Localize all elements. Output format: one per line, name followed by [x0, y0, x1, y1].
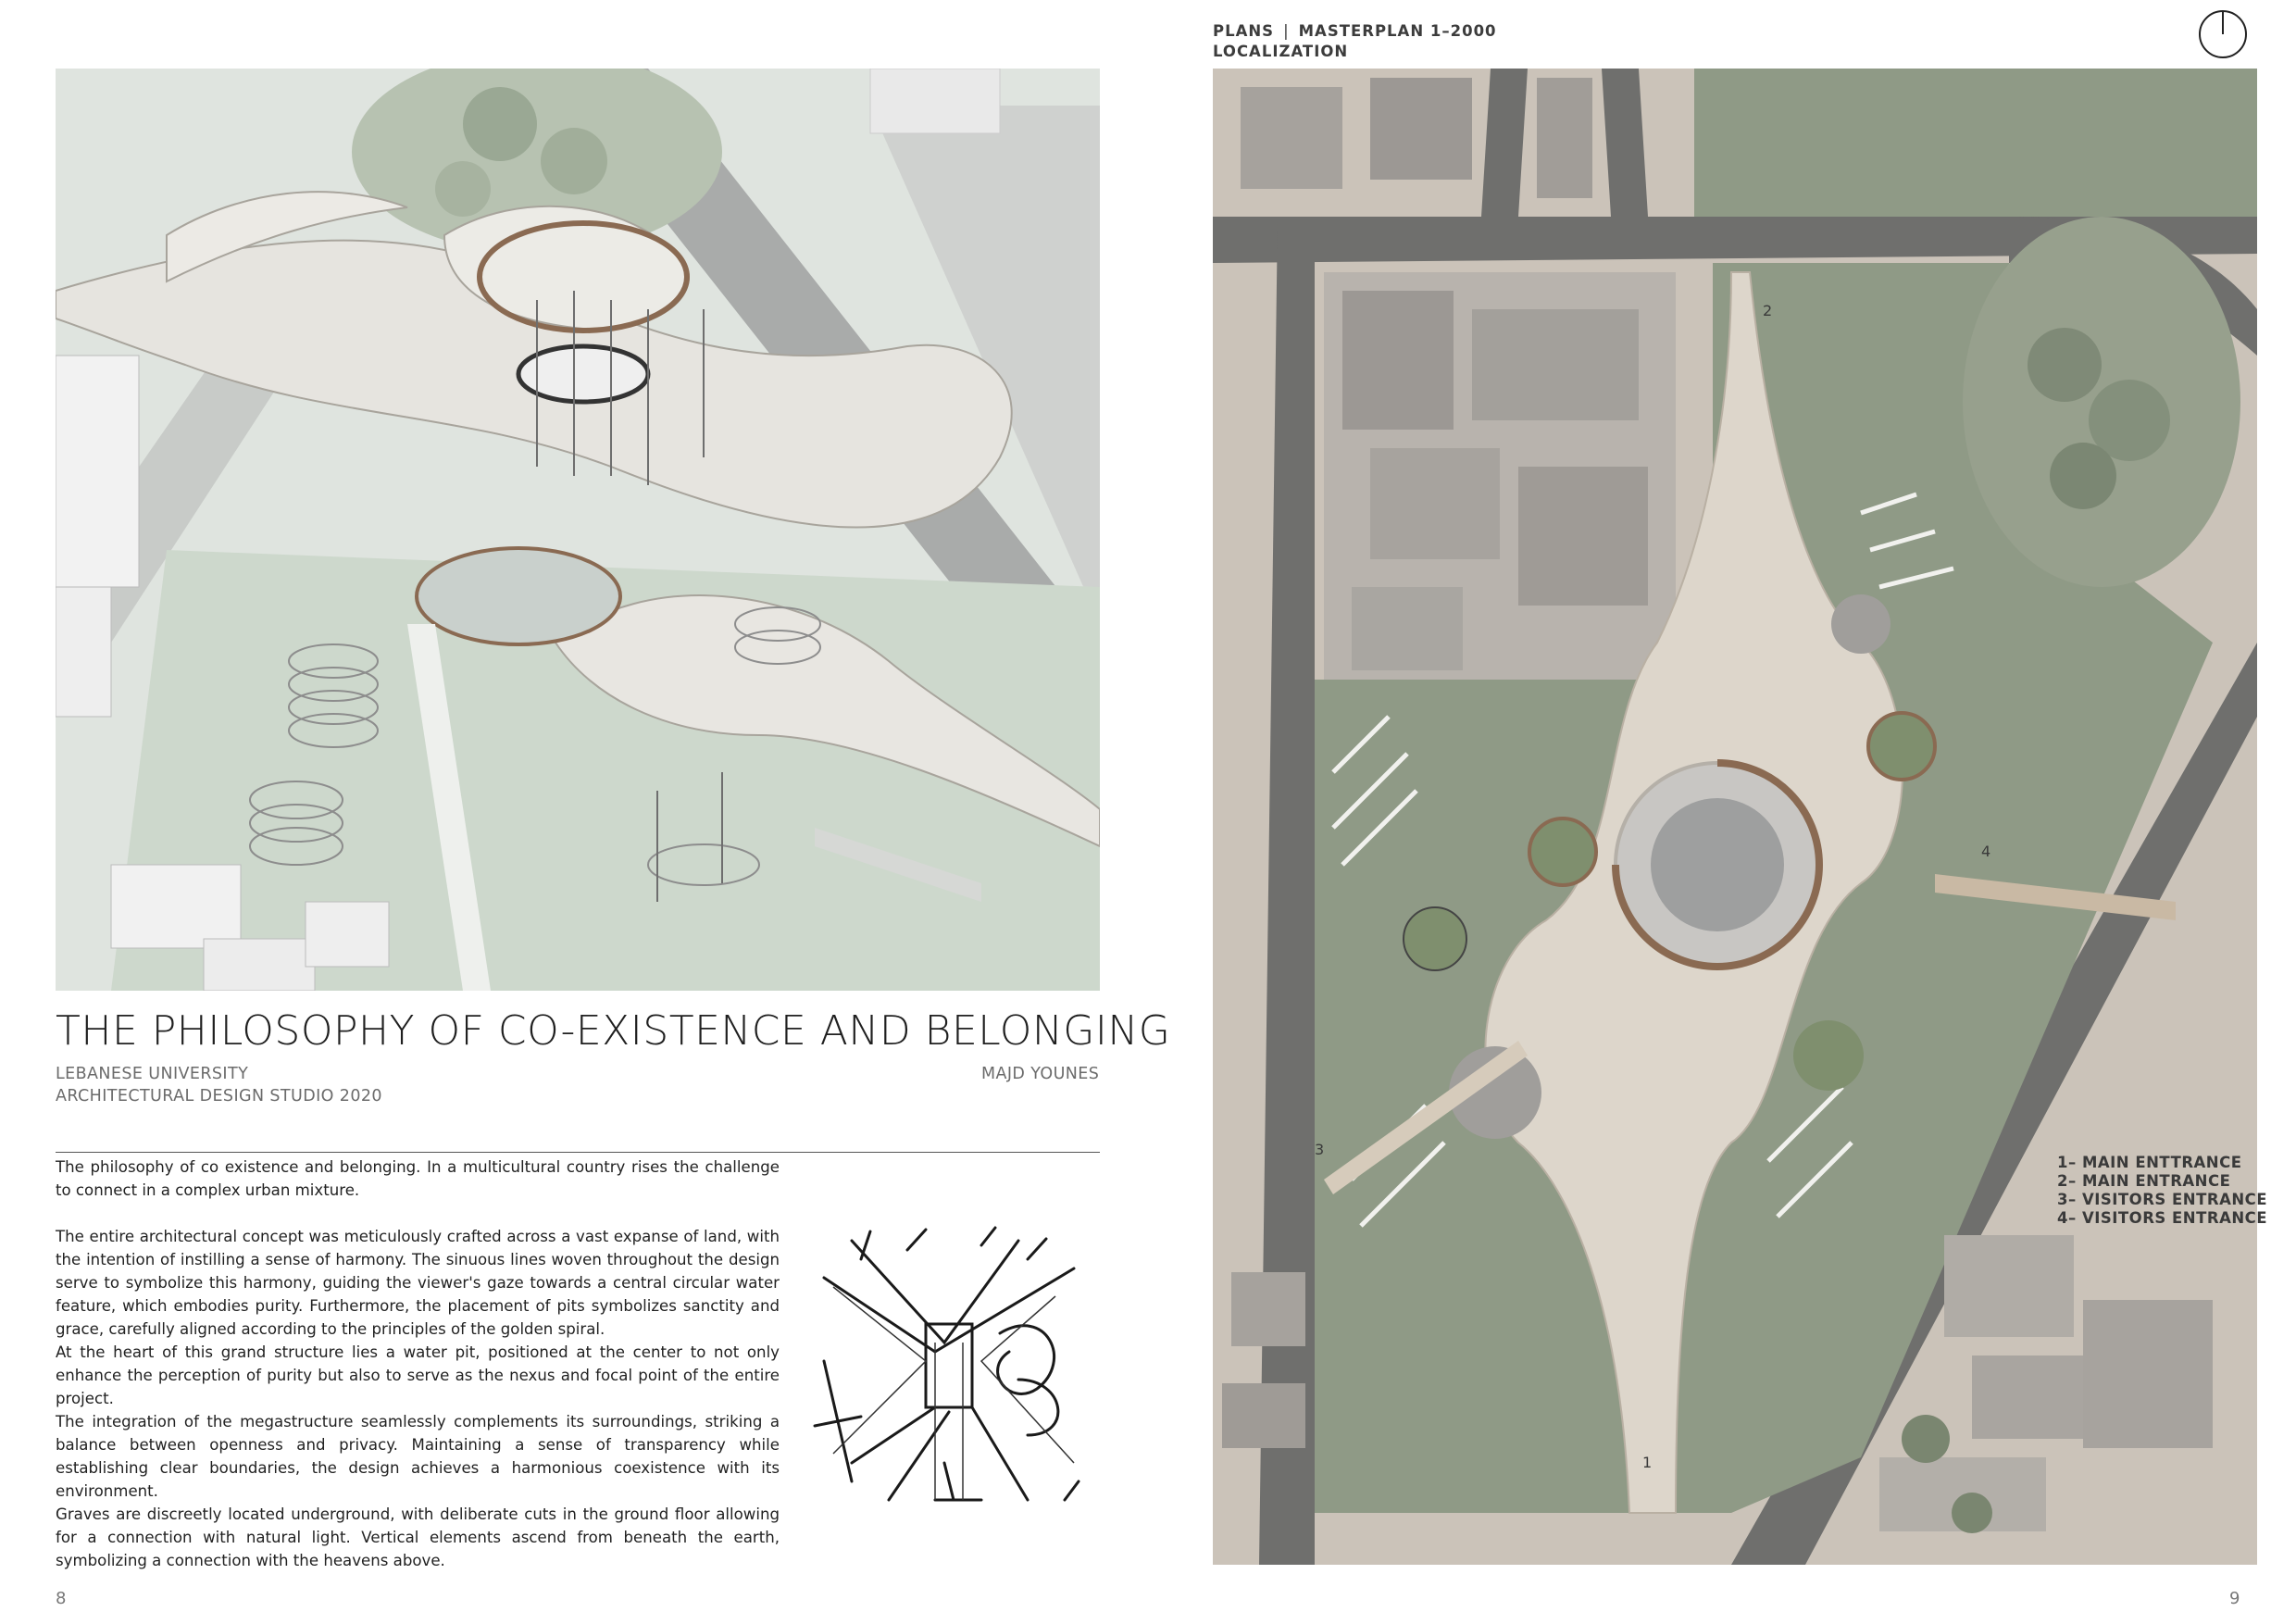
plan-label-1: 1 — [1642, 1454, 1653, 1471]
masterplan-drawing — [1213, 69, 2257, 1565]
north-arrow-icon — [2198, 9, 2248, 59]
legend-item-4: 4– VISITORS ENTRANCE — [2057, 1209, 2268, 1227]
paragraph-integration: The integration of the megastructure seamlessly complements its surroundings, striking a balance between openness and privacy. Maintaining a sense of transparency while establishing clear boundaries, the design achieves a harmonious coexistence with its environment. — [56, 1413, 780, 1500]
header-subtitle: LOCALIZATION — [1213, 43, 1349, 60]
university-name: LEBANESE UNIVERSITY — [56, 1065, 249, 1083]
header-section: PLANS — [1213, 22, 1275, 40]
paragraph-intro: The philosophy of co existence and belonging. In a multicultural country rises the challenge to connect in a complex urban mixture. — [56, 1158, 780, 1199]
paragraph-water-pit: At the heart of this grand structure lies a water pit, positioned at the center to not only enhance the perception of purity but also to serve as the nexus and focal point of the entire project. — [56, 1343, 780, 1407]
plan-label-4: 4 — [1981, 843, 1991, 860]
plan-header — [1213, 22, 1497, 40]
paragraph-concept: The entire architectural concept was meticulously crafted across a vast expanse of land, with the intention of instilling a sense of harmony. The sinuous lines woven throughout the design serve to symbolize this harmony, guiding the viewer's gaze towards a central circular water feature, which embodies purity. Furthermore, the placement of pits symbolizes sanctity and grace, carefully aligned according to the principles of the golden spiral. — [56, 1228, 780, 1338]
plan-label-3: 3 — [1315, 1141, 1325, 1158]
page-number-right: 9 — [2229, 1589, 2240, 1608]
author-name: MAJD YOUNES — [981, 1065, 1100, 1083]
legend-item-3: 3– VISITORS ENTRANCE — [2057, 1191, 2268, 1208]
paragraph-graves: Graves are discreetly located underground, with deliberate cuts in the ground floor allowing for a connection with natural light. Vertical elements ascend from beneath the earth, symbolizing a connection with the heavens above. — [56, 1505, 780, 1569]
title-divider — [56, 1152, 1100, 1153]
perspective-sketch — [796, 1222, 1102, 1518]
plan-label-2: 2 — [1763, 302, 1773, 319]
body-text — [56, 1156, 780, 1572]
studio-name: ARCHITECTURAL DESIGN STUDIO 2020 — [56, 1087, 382, 1106]
header-separator: | — [1283, 22, 1290, 40]
legend-item-1: 1– MAIN ENTTRANCE — [2057, 1154, 2242, 1171]
page-number-left: 8 — [56, 1589, 67, 1608]
legend-item-2: 2– MAIN ENTRANCE — [2057, 1172, 2231, 1190]
axonometric-rendering — [56, 69, 1100, 991]
paragraph-gap — [56, 1202, 780, 1225]
document-title: THE PHILOSOPHY OF CO-EXISTENCE AND BELONGING — [56, 1007, 1171, 1055]
header-plan-scale: MASTERPLAN 1–2000 — [1298, 22, 1497, 40]
